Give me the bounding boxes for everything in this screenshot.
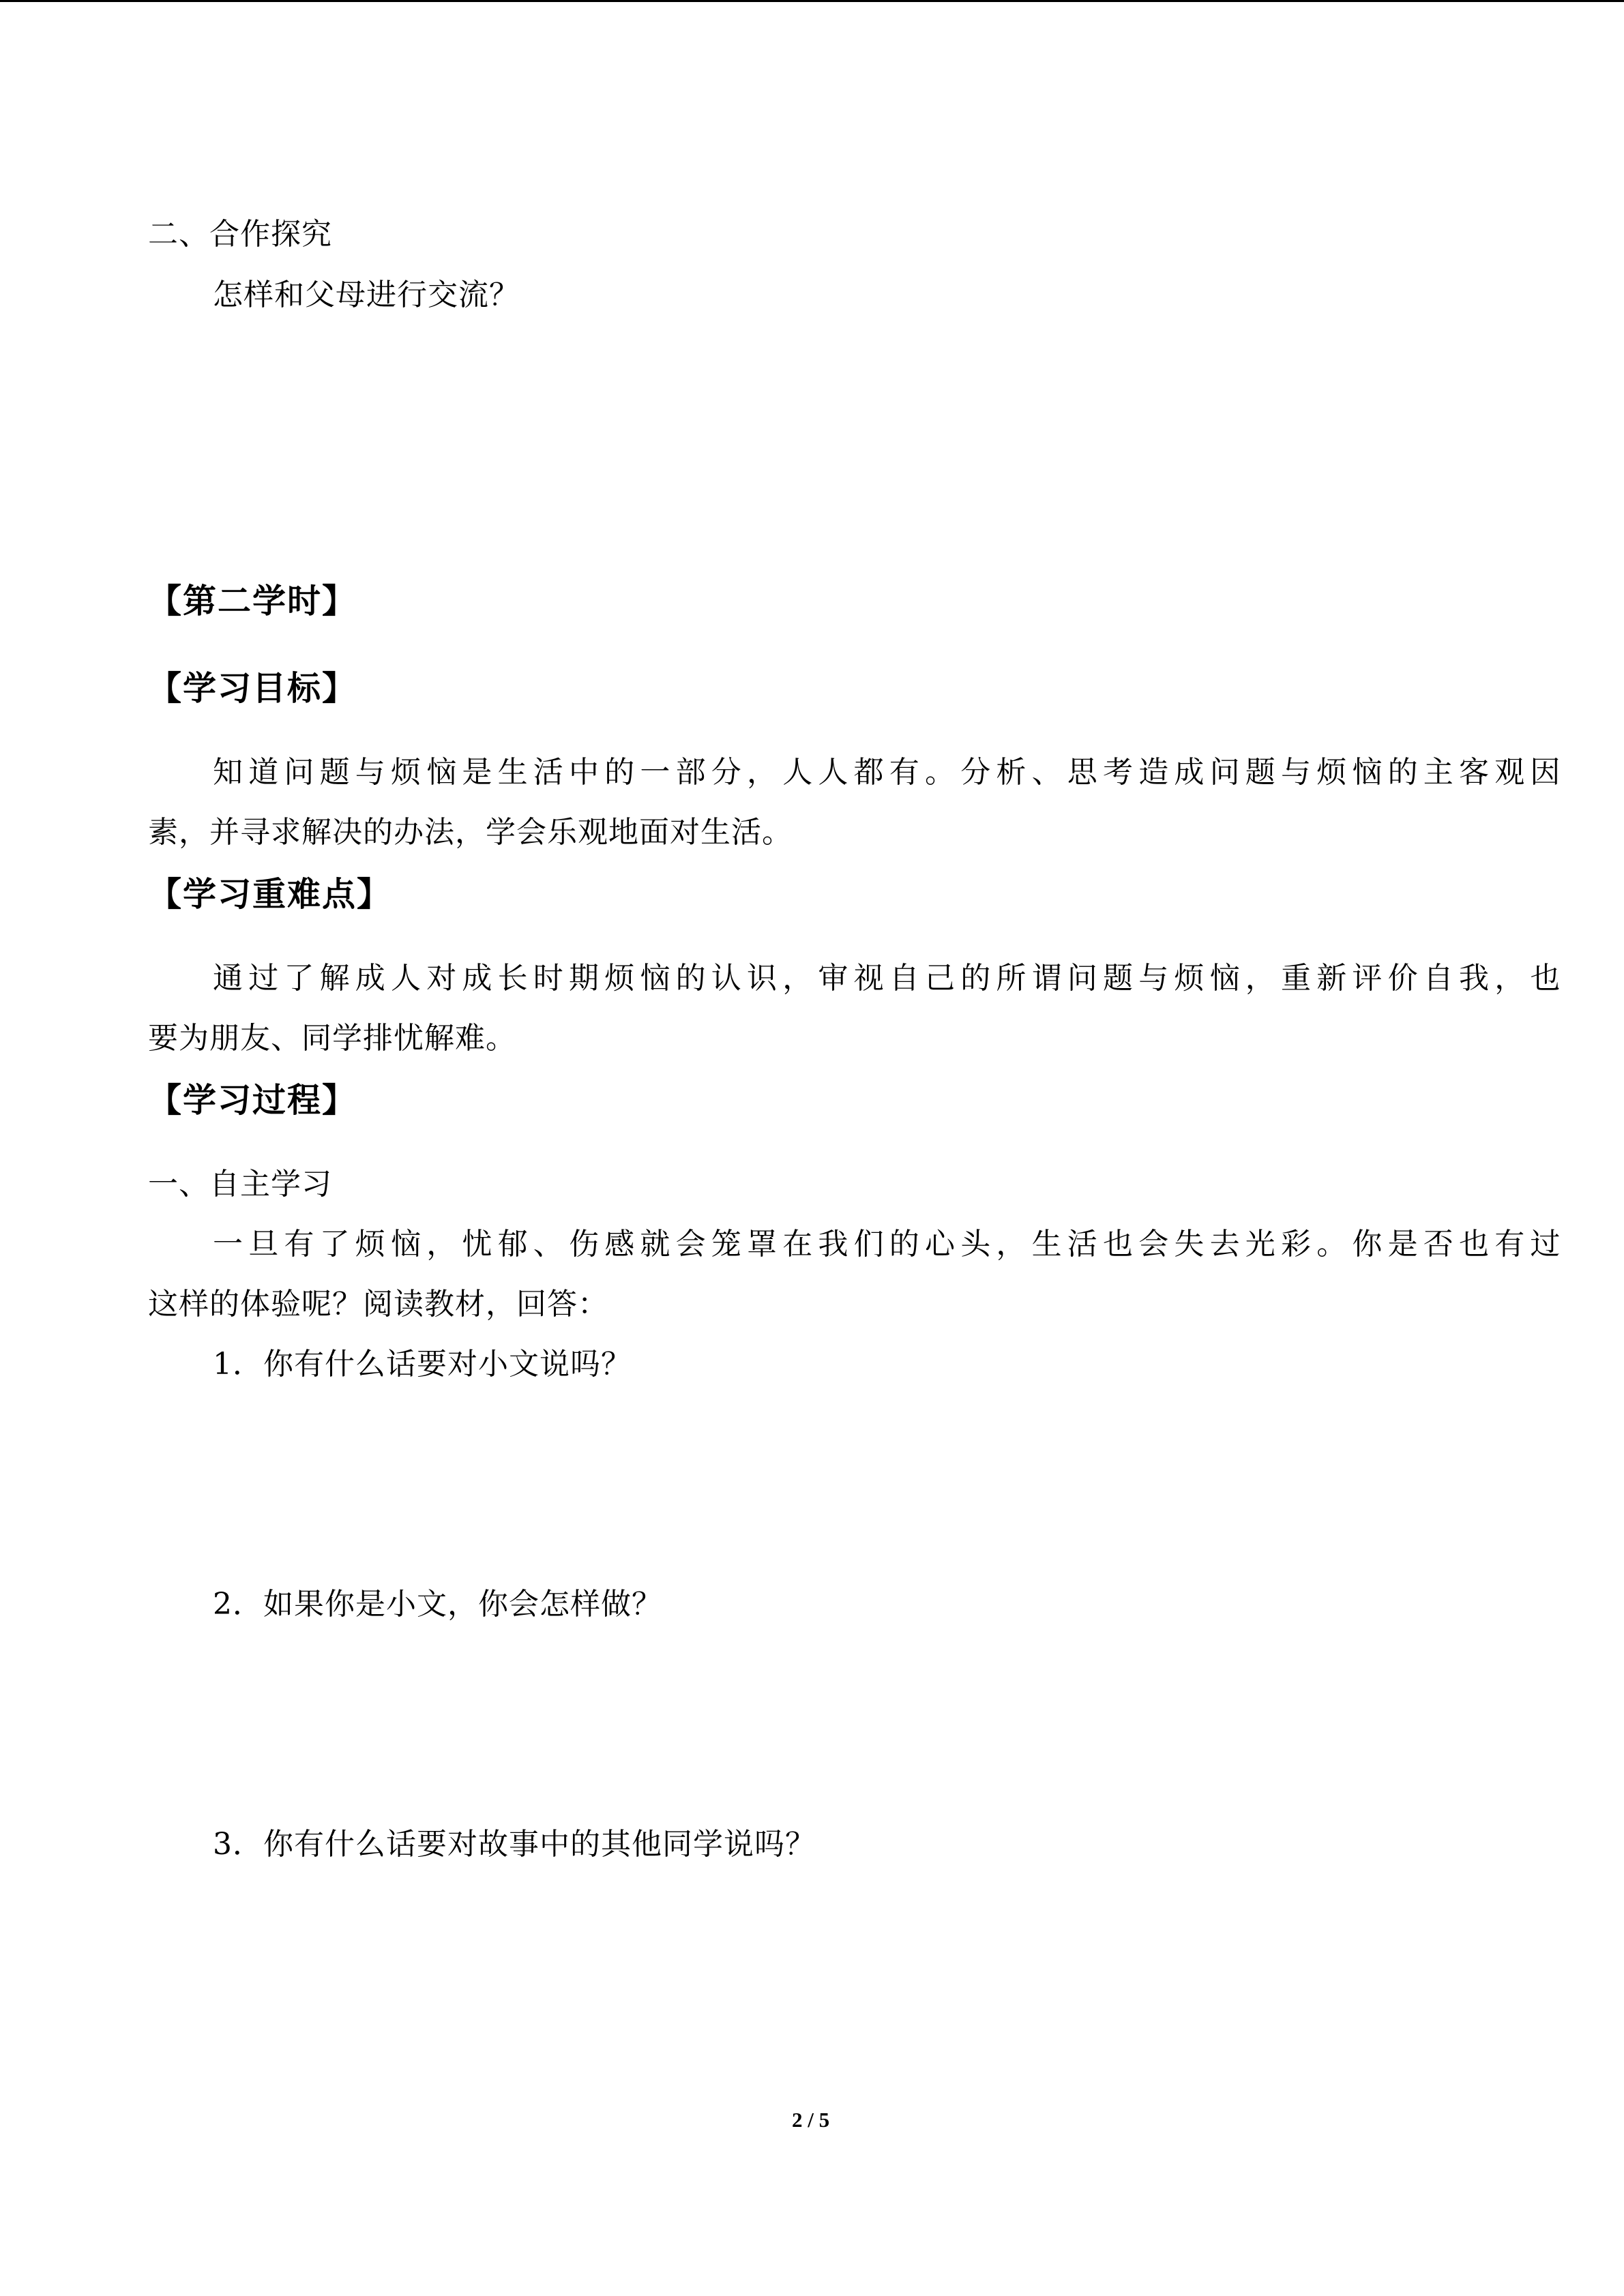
question-1: 1．你有什么话要对小文说吗？ xyxy=(213,1347,632,1382)
page-number: 2 / 5 xyxy=(792,2108,830,2132)
objectives-line-2: 素，并寻求解决的办法，学会乐观地面对生活。 xyxy=(148,815,793,850)
process-intro-line-1: 一旦有了烦恼，忧郁、伤感就会笼罩在我们的心头，生活也会失去光彩。你是否也有过 xyxy=(213,1227,1566,1262)
key-points-line-1: 通过了解成人对成长时期烦恼的认识，审视自己的所谓问题与烦恼，重新评价自我，也 xyxy=(213,961,1566,996)
key-points-heading: 【学习重难点】 xyxy=(148,875,392,914)
objectives-line-1: 知道问题与烦恼是生活中的一部分，人人都有。分析、思考造成问题与烦恼的主客观因 xyxy=(213,755,1566,790)
key-points-line-2: 要为朋友、同学排忧解难。 xyxy=(148,1021,516,1056)
process-subheading: 一、自主学习 xyxy=(148,1167,332,1202)
question-2: 2．如果你是小文，你会怎样做？ xyxy=(213,1587,662,1622)
process-intro-line-2: 这样的体验呢？阅读教材，回答： xyxy=(148,1287,608,1322)
lesson-heading: 【第二学时】 xyxy=(148,582,357,621)
cooperative-question: 怎样和父母进行交流？ xyxy=(213,278,520,312)
section-title-cooperative: 二、合作探究 xyxy=(148,217,332,252)
process-heading: 【学习过程】 xyxy=(148,1081,357,1120)
objectives-heading: 【学习目标】 xyxy=(148,669,357,708)
question-3: 3．你有什么话要对故事中的其他同学说吗？ xyxy=(213,1827,816,1862)
